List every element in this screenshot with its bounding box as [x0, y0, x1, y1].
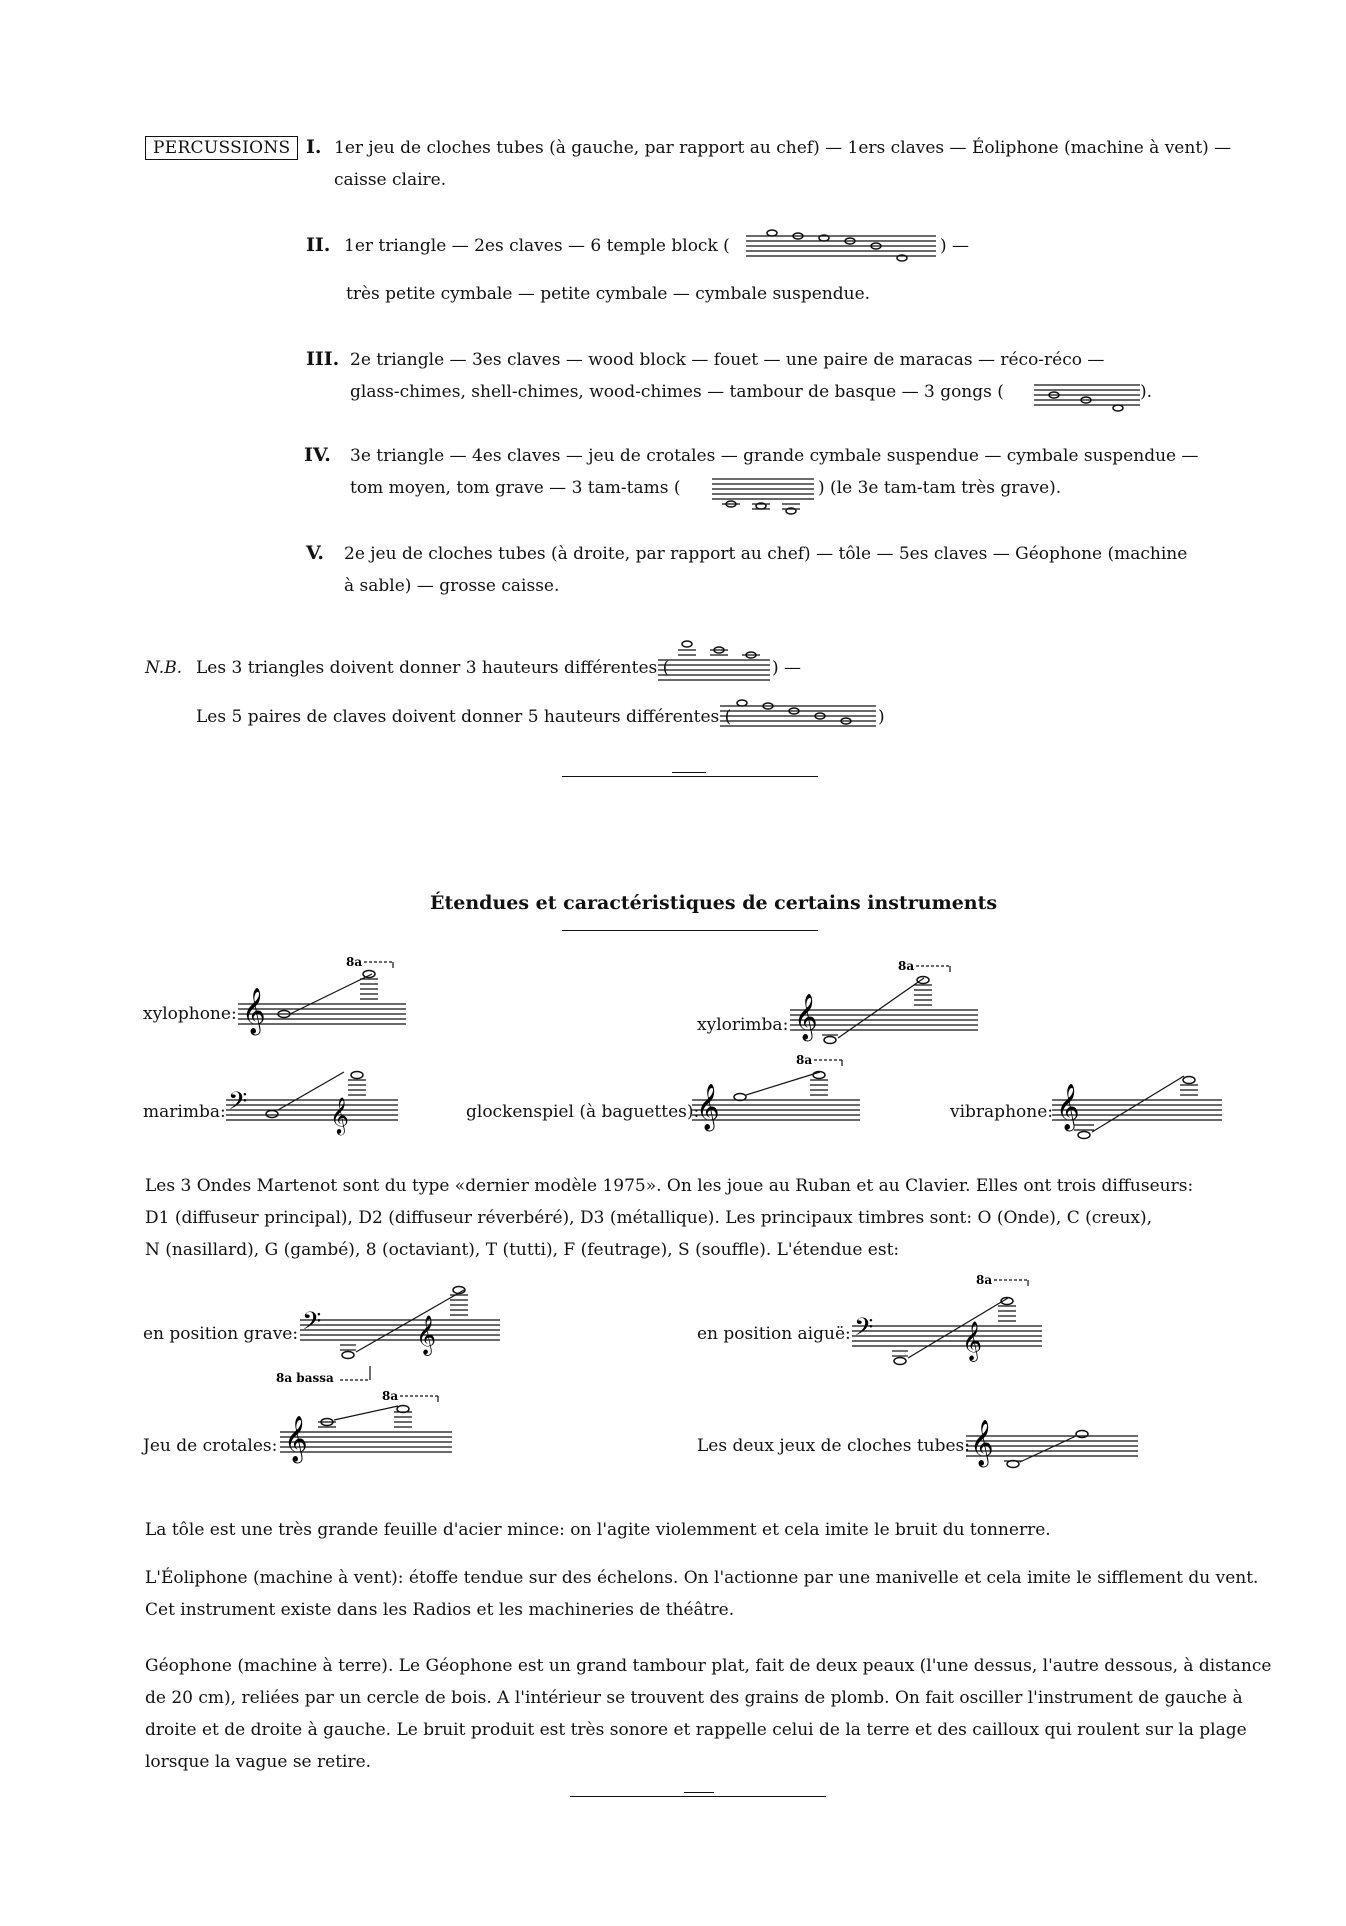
group-4-numeral: IV. — [304, 444, 331, 466]
xylorimba-ottava: 8a — [898, 959, 915, 973]
ondes-line-3: N (nasillard), G (gambé), 8 (octaviant), T (tutti), F (feutrage), S (souffle). L'étendue est: — [145, 1240, 900, 1260]
svg-text:𝄢: 𝄢 — [302, 1307, 322, 1342]
group-3-line2-b: ). — [1140, 382, 1153, 402]
cloches-staff — [966, 1418, 1138, 1482]
svg-text:𝄢: 𝄢 — [228, 1087, 248, 1122]
separator-2 — [570, 1796, 826, 1797]
geophone-line-1: Géophone (machine à terre). Le Géophone est un grand tambour plat, fait de deux peaux (l'une dessus, l'autre dessous, à distance — [145, 1656, 1272, 1676]
marimba-staff — [226, 1058, 398, 1132]
svg-text:𝄞: 𝄞 — [794, 994, 818, 1040]
xylophone-ottava: 8a — [346, 955, 363, 969]
nb-line2-b: ) — [878, 707, 885, 727]
group-5-line2: à sable) — grosse caisse. — [344, 576, 560, 596]
glockenspiel-label: glockenspiel (à baguettes): — [466, 1102, 700, 1122]
grave-staff — [276, 1276, 500, 1396]
group-1-line1: 1er jeu de cloches tubes (à gauche, par rapport au chef) — 1ers claves — Éoliphone (machine à vent) — — [334, 138, 1232, 158]
ranges-title: Étendues et caractéristiques de certains instruments — [430, 892, 998, 914]
group-2-numeral: II. — [306, 234, 331, 256]
vibraphone-label: vibraphone: — [950, 1102, 1053, 1122]
svg-text:𝄞: 𝄞 — [284, 1416, 308, 1462]
group-1-line2: caisse claire. — [334, 170, 447, 190]
vibraphone-staff — [1052, 1066, 1222, 1138]
title-underline — [562, 930, 818, 931]
glockenspiel-staff — [692, 1054, 860, 1134]
separator-1 — [562, 776, 818, 777]
xylorimba-staff — [790, 959, 978, 1052]
svg-text:𝄞: 𝄞 — [330, 1096, 349, 1134]
group-3-numeral: III. — [306, 348, 340, 370]
tam-tams-staff — [712, 474, 814, 516]
svg-text:𝄞: 𝄞 — [242, 988, 266, 1034]
svg-text:𝄞: 𝄞 — [696, 1084, 720, 1130]
aigue-ottava: 8a — [976, 1273, 993, 1287]
geophone-line-3: droite et de droite à gauche. Le bruit produit est très sonore et rappelle celui de la terre et des cailloux qui roulent sur la plage — [145, 1720, 1247, 1740]
group-4-line2-a: tom moyen, tom grave — 3 tam-tams ( — [350, 478, 681, 498]
xylophone-staff — [238, 955, 406, 1040]
geophone-line-4: lorsque la vague se retire. — [145, 1752, 372, 1772]
triangles-staff — [658, 636, 770, 680]
aigue-staff — [852, 1273, 1042, 1368]
group-1-numeral: I. — [306, 136, 322, 158]
svg-text:𝄢: 𝄢 — [854, 1313, 874, 1348]
group-5-line1: 2e jeu de cloches tubes (à droite, par rapport au chef) — tôle — 5es claves — Géophone (machine — [344, 544, 1188, 564]
svg-text:𝄞: 𝄞 — [970, 1420, 994, 1466]
group-4-line2-b: ) (le 3e tam-tam très grave). — [818, 478, 1062, 498]
ondes-line-2: D1 (diffuseur principal), D2 (diffuseur réverbéré), D3 (métallique). Les principaux timbres sont: O (Onde), C (creux), — [145, 1208, 1153, 1228]
xylophone-label: xylophone: — [143, 1004, 237, 1024]
ondes-line-1: Les 3 Ondes Martenot sont du type «dernier modèle 1975». On les joue au Ruban et au Clavier. Elles ont trois diffuseurs: — [145, 1176, 1194, 1196]
grave-ottava-bassa: 8a bassa — [276, 1371, 334, 1385]
grave-label: en position grave: — [143, 1324, 299, 1344]
geophone-line-2: de 20 cm), reliées par un cercle de bois. A l'intérieur se trouvent des grains de plomb. On fait osciller l'instrument de gauche à — [145, 1688, 1243, 1708]
separator-2-accent — [684, 1792, 714, 1793]
temple-block-staff — [746, 230, 936, 270]
crotales-staff — [280, 1389, 452, 1474]
xylorimba-label: xylorimba: — [697, 1015, 789, 1035]
percussions-heading: PERCUSSIONS — [145, 136, 298, 160]
group-3-line2-a: glass-chimes, shell-chimes, wood-chimes — tambour de basque — 3 gongs ( — [350, 382, 1004, 402]
claves-staff — [720, 700, 876, 732]
nb-label: N.B. — [145, 658, 183, 678]
aigue-label: en position aiguë: — [697, 1324, 851, 1344]
nb-line2-a: Les 5 paires de claves doivent donner 5 hauteurs différentes ( — [196, 707, 732, 727]
nb-line1-a: Les 3 triangles doivent donner 3 hauteurs différentes ( — [196, 658, 670, 678]
tole-text: La tôle est une très grande feuille d'acier mince: on l'agite violemment et cela imite le bruit du tonnerre. — [145, 1520, 1051, 1540]
group-2-line2: très petite cymbale — petite cymbale — cymbale suspendue. — [346, 284, 871, 304]
eoliphone-line-1: L'Éoliphone (machine à vent): étoffe tendue sur des échelons. On l'actionne par une manivelle et cela imite le sifflement du vent. — [145, 1568, 1259, 1588]
crotales-label: Jeu de crotales: — [143, 1436, 278, 1456]
svg-text:𝄞: 𝄞 — [1056, 1084, 1080, 1130]
group-2-line1-b: ) — — [940, 236, 970, 256]
group-3-line1: 2e triangle — 3es claves — wood block — fouet — une paire de maracas — réco-réco — — [350, 350, 1105, 370]
separator-1-accent — [672, 772, 706, 773]
glockenspiel-ottava: 8a — [796, 1053, 813, 1067]
group-2-line1-a: 1er triangle — 2es claves — 6 temple block ( — [344, 236, 730, 256]
svg-text:𝄞: 𝄞 — [416, 1315, 437, 1355]
marimba-label: marimba: — [143, 1102, 226, 1122]
group-4-line1: 3e triangle — 4es claves — jeu de crotales — grande cymbale suspendue — cymbale suspendue — — [350, 446, 1199, 466]
gongs-staff — [1034, 380, 1140, 410]
group-5-numeral: V. — [306, 542, 325, 564]
svg-text:𝄞: 𝄞 — [962, 1321, 983, 1361]
nb-line1-b: ) — — [772, 658, 802, 678]
cloches-label: Les deux jeux de cloches tubes: — [697, 1436, 971, 1456]
eoliphone-line-2: Cet instrument existe dans les Radios et les machineries de théâtre. — [145, 1600, 735, 1620]
crotales-ottava: 8a — [382, 1389, 399, 1403]
